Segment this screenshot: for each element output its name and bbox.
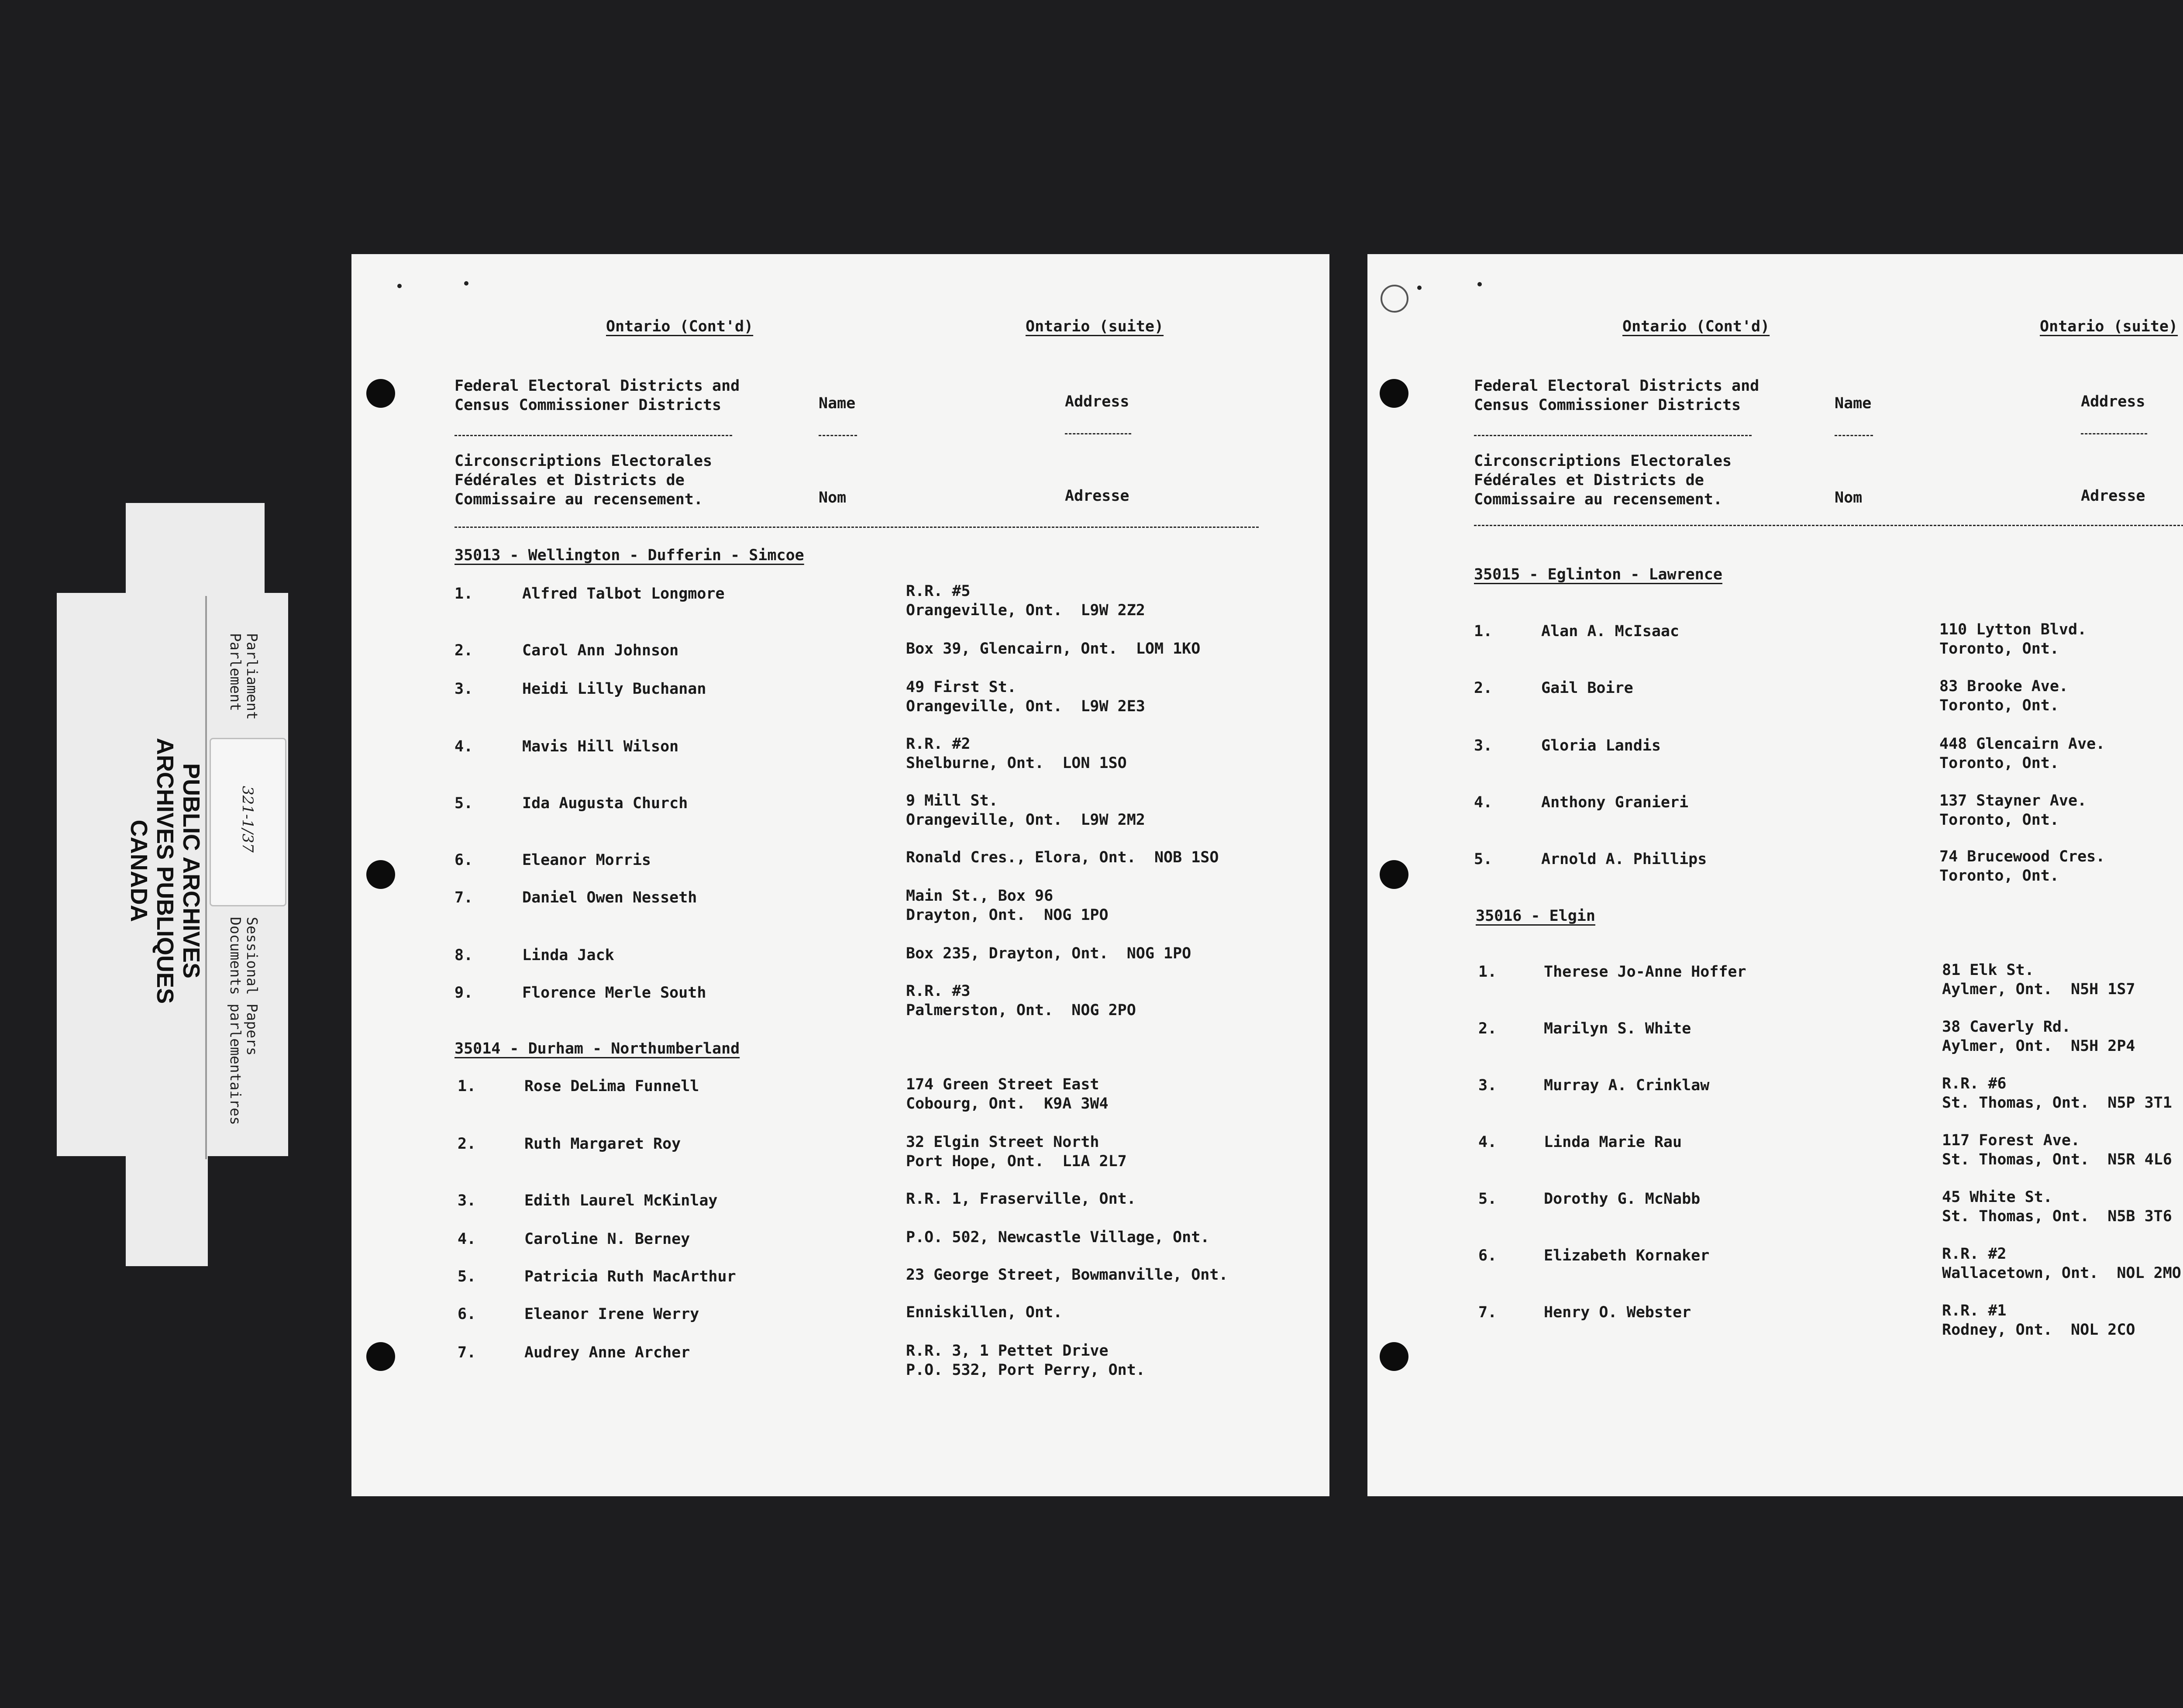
section-title: 35016 - Elgin bbox=[1476, 907, 1595, 925]
entry-name: Marilyn S. White bbox=[1544, 1020, 1691, 1037]
entry-address-line: 137 Stayner Ave. bbox=[1939, 792, 2087, 809]
entry-address-line: Box 235, Drayton, Ont. NOG 1PO bbox=[906, 945, 1191, 962]
entry-address-line: Ronald Cres., Elora, Ont. NOB 1SO bbox=[906, 849, 1219, 866]
entry-name: Dorothy G. McNabb bbox=[1544, 1190, 1701, 1208]
entry-address-line: Enniskillen, Ont. bbox=[906, 1304, 1063, 1321]
entry-number: 1. bbox=[1478, 963, 1497, 981]
page-header-left: Ontario (Cont'd) bbox=[1622, 318, 1770, 335]
column-heading-name-fr: Nom bbox=[819, 489, 847, 506]
entry-number: 1. bbox=[1474, 623, 1493, 640]
column-heading-name-en: Name bbox=[1835, 395, 1872, 412]
entry-name: Gail Boire bbox=[1541, 679, 1633, 697]
entry-address-line: Toronto, Ont. bbox=[1939, 811, 2059, 829]
entry-number: 6. bbox=[1478, 1247, 1497, 1264]
column-heading-districts-fr-1: Circonscriptions Electorales bbox=[455, 452, 713, 470]
column-heading-districts-fr-2: Fédérales et Districts de bbox=[455, 472, 685, 489]
column-heading-districts-en-1: Federal Electoral Districts and bbox=[455, 377, 740, 395]
entry-number: 4. bbox=[455, 738, 473, 755]
punch-hole bbox=[1380, 860, 1408, 889]
section-title: 35013 - Wellington - Dufferin - Simcoe bbox=[455, 547, 804, 564]
document-page-left bbox=[351, 254, 1329, 1496]
archive-stamp-icon bbox=[1381, 285, 1408, 313]
column-heading-address-fr: Adresse bbox=[2081, 487, 2145, 505]
entry-number: 2. bbox=[1478, 1020, 1497, 1037]
entry-address-line: R.R. #3 bbox=[906, 982, 971, 1000]
column-heading-name-en: Name bbox=[819, 395, 856, 412]
entry-name: Rose DeLima Funnell bbox=[524, 1078, 699, 1095]
header-rule bbox=[1474, 525, 2183, 526]
entry-address-line: Orangeville, Ont. L9W 2Z2 bbox=[906, 602, 1145, 619]
archive-label-reference bbox=[239, 786, 256, 853]
entry-address-line: P.O. 532, Port Perry, Ont. bbox=[906, 1361, 1145, 1379]
entry-address-line: R.R. #2 bbox=[1942, 1245, 2007, 1263]
column-rule bbox=[1835, 435, 1873, 436]
entry-address-line: Toronto, Ont. bbox=[1939, 754, 2059, 772]
entry-address-line: 81 Elk St. bbox=[1942, 961, 2034, 979]
speck bbox=[1417, 286, 1422, 290]
punch-hole bbox=[366, 379, 395, 408]
entry-name: Alfred Talbot Longmore bbox=[522, 585, 725, 603]
entry-address-line: Port Hope, Ont. L1A 2L7 bbox=[906, 1153, 1127, 1170]
archive-label-sessional bbox=[227, 917, 260, 1125]
entry-address-line: Palmerston, Ont. NOG 2PO bbox=[906, 1002, 1136, 1019]
entry-name: Anthony Granieri bbox=[1541, 794, 1689, 811]
entry-name: Edith Laurel McKinlay bbox=[524, 1192, 718, 1209]
document-page-right bbox=[1367, 254, 2183, 1496]
entry-number: 7. bbox=[1478, 1304, 1497, 1321]
entry-address-line: R.R. #1 bbox=[1942, 1302, 2007, 1319]
entry-number: 3. bbox=[455, 680, 473, 698]
entry-number: 8. bbox=[455, 947, 473, 964]
entry-address-line: St. Thomas, Ont. N5R 4L6 bbox=[1942, 1151, 2172, 1168]
entry-name: Eleanor Irene Werry bbox=[524, 1305, 699, 1323]
entry-name: Mavis Hill Wilson bbox=[522, 738, 679, 755]
entry-address-line: 9 Mill St. bbox=[906, 792, 998, 809]
entry-number: 3. bbox=[1478, 1077, 1497, 1094]
archive-label-top-tab bbox=[126, 503, 265, 598]
punch-hole bbox=[1380, 1342, 1408, 1371]
punch-hole bbox=[1380, 379, 1408, 408]
column-rule bbox=[1474, 435, 1752, 436]
entry-address-line: R.R. #5 bbox=[906, 582, 971, 600]
entry-number: 1. bbox=[455, 585, 473, 603]
parliament-en: Parliament bbox=[244, 633, 261, 720]
archive-country: CANADA bbox=[126, 820, 152, 922]
entry-number: 4. bbox=[1474, 794, 1493, 811]
entry-address-line: St. Thomas, Ont. N5B 3T6 bbox=[1942, 1208, 2172, 1225]
entry-address-line: Shelburne, Ont. LON 1SO bbox=[906, 754, 1127, 772]
entry-name: Elizabeth Kornaker bbox=[1544, 1247, 1710, 1264]
entry-address-line: R.R. 3, 1 Pettet Drive bbox=[906, 1342, 1109, 1360]
column-heading-address-en: Address bbox=[1065, 393, 1129, 410]
entry-address-line: R.R. #2 bbox=[906, 735, 971, 753]
entry-address-line: 174 Green Street East bbox=[906, 1076, 1099, 1093]
punch-hole bbox=[366, 1342, 395, 1371]
column-rule bbox=[455, 435, 732, 436]
speck bbox=[1477, 282, 1482, 286]
entry-name: Heidi Lilly Buchanan bbox=[522, 680, 706, 698]
entry-address-line: 45 White St. bbox=[1942, 1188, 2052, 1206]
column-heading-districts-fr-1: Circonscriptions Electorales bbox=[1474, 452, 1732, 470]
entry-address-line: 110 Lytton Blvd. bbox=[1939, 621, 2087, 638]
entry-address-line: Rodney, Ont. NOL 2CO bbox=[1942, 1321, 2135, 1339]
entry-address-line: Aylmer, Ont. N5H 2P4 bbox=[1942, 1037, 2135, 1055]
entry-number: 7. bbox=[458, 1344, 476, 1361]
entry-name: Daniel Owen Nesseth bbox=[522, 889, 697, 906]
entry-number: 2. bbox=[455, 642, 473, 659]
punch-hole bbox=[366, 860, 395, 889]
column-heading-address-en: Address bbox=[2081, 393, 2145, 410]
entry-number: 6. bbox=[455, 851, 473, 869]
entry-address-line: 74 Brucewood Cres. bbox=[1939, 848, 2105, 865]
column-heading-name-fr: Nom bbox=[1835, 489, 1863, 506]
entry-number: 4. bbox=[458, 1230, 476, 1248]
entry-number: 6. bbox=[458, 1305, 476, 1323]
entry-address-line: 49 First St. bbox=[906, 678, 1016, 696]
entry-address-line: Orangeville, Ont. L9W 2M2 bbox=[906, 811, 1145, 829]
entry-address-line: R.R. #6 bbox=[1942, 1075, 2007, 1092]
entry-number: 3. bbox=[1474, 737, 1493, 754]
entry-address-line: P.O. 502, Newcastle Village, Ont. bbox=[906, 1229, 1210, 1246]
section-title: 35015 - Eglinton - Lawrence bbox=[1474, 566, 1722, 583]
entry-address-line: Main St., Box 96 bbox=[906, 887, 1054, 905]
archive-label-parliament bbox=[227, 633, 260, 720]
entry-name: Caroline N. Berney bbox=[524, 1230, 690, 1248]
entry-address-line: Box 39, Glencairn, Ont. LOM 1KO bbox=[906, 640, 1201, 658]
entry-name: Linda Marie Rau bbox=[1544, 1133, 1682, 1151]
reference-number: 321-1/37 bbox=[239, 786, 256, 853]
page-header-right: Ontario (suite) bbox=[2040, 318, 2178, 335]
column-rule bbox=[1065, 433, 1131, 434]
entry-address-line: St. Thomas, Ont. N5P 3T1 bbox=[1942, 1094, 2172, 1112]
entry-number: 3. bbox=[458, 1192, 476, 1209]
archive-label-bottom-tab bbox=[126, 1153, 208, 1266]
entry-address-line: Toronto, Ont. bbox=[1939, 867, 2059, 885]
entry-name: Henry O. Webster bbox=[1544, 1304, 1691, 1321]
entry-number: 2. bbox=[1474, 679, 1493, 697]
entry-number: 5. bbox=[1478, 1190, 1497, 1208]
entry-name: Carol Ann Johnson bbox=[522, 642, 679, 659]
entry-address-line: Aylmer, Ont. N5H 1S7 bbox=[1942, 981, 2135, 998]
sessional-fr: Documents parlementaires bbox=[227, 917, 244, 1125]
entry-address-line: Toronto, Ont. bbox=[1939, 640, 2059, 658]
entry-name: Arnold A. Phillips bbox=[1541, 851, 1707, 868]
entry-number: 1. bbox=[458, 1078, 476, 1095]
entry-address-line: R.R. 1, Fraserville, Ont. bbox=[906, 1190, 1136, 1208]
entry-address-line: Drayton, Ont. NOG 1PO bbox=[906, 906, 1109, 924]
column-heading-districts-fr-3: Commissaire au recensement. bbox=[455, 491, 703, 508]
header-rule bbox=[455, 527, 1259, 528]
entry-number: 5. bbox=[1474, 851, 1493, 868]
archive-name-fr: ARCHIVES PUBLIQUES bbox=[152, 738, 178, 1004]
entry-name: Therese Jo-Anne Hoffer bbox=[1544, 963, 1746, 981]
entry-number: 7. bbox=[455, 889, 473, 906]
column-rule bbox=[819, 435, 857, 436]
column-heading-address-fr: Adresse bbox=[1065, 487, 1129, 505]
entry-address-line: 38 Caverly Rd. bbox=[1942, 1018, 2071, 1036]
entry-name: Eleanor Morris bbox=[522, 851, 651, 869]
page-header-right: Ontario (suite) bbox=[1026, 318, 1164, 335]
entry-number: 9. bbox=[455, 984, 473, 1002]
page-header-left: Ontario (Cont'd) bbox=[606, 318, 754, 335]
entry-address-line: Wallacetown, Ont. NOL 2MO bbox=[1942, 1264, 2181, 1282]
archive-label-main-text bbox=[126, 738, 204, 1004]
archive-name-en: PUBLIC ARCHIVES bbox=[178, 763, 204, 979]
entry-name: Linda Jack bbox=[522, 947, 614, 964]
entry-name: Gloria Landis bbox=[1541, 737, 1661, 754]
entry-name: Audrey Anne Archer bbox=[524, 1344, 690, 1361]
entry-address-line: 117 Forest Ave. bbox=[1942, 1132, 2080, 1149]
speck bbox=[397, 284, 402, 288]
entry-name: Murray A. Crinklaw bbox=[1544, 1077, 1710, 1094]
column-heading-districts-fr-2: Fédérales et Districts de bbox=[1474, 472, 1704, 489]
entry-name: Alan A. McIsaac bbox=[1541, 623, 1680, 640]
sessional-en: Sessional Papers bbox=[244, 917, 261, 1056]
section-title: 35014 - Durham - Northumberland bbox=[455, 1040, 740, 1057]
column-heading-districts-en-2: Census Commissioner Districts bbox=[455, 396, 722, 414]
entry-address-line: Orangeville, Ont. L9W 2E3 bbox=[906, 698, 1145, 715]
entry-address-line: 83 Brooke Ave. bbox=[1939, 678, 2069, 695]
entry-address-line: 32 Elgin Street North bbox=[906, 1133, 1099, 1151]
entry-name: Ruth Margaret Roy bbox=[524, 1135, 681, 1153]
archive-label-divider bbox=[205, 596, 207, 1159]
entry-name: Patricia Ruth MacArthur bbox=[524, 1268, 736, 1285]
entry-number: 4. bbox=[1478, 1133, 1497, 1151]
entry-address-line: Toronto, Ont. bbox=[1939, 697, 2059, 714]
entry-address-line: 23 George Street, Bowmanville, Ont. bbox=[906, 1266, 1228, 1284]
column-rule bbox=[2081, 433, 2147, 434]
entry-address-line: Cobourg, Ont. K9A 3W4 bbox=[906, 1095, 1109, 1112]
column-heading-districts-fr-3: Commissaire au recensement. bbox=[1474, 491, 1722, 508]
entry-name: Ida Augusta Church bbox=[522, 795, 688, 812]
column-heading-districts-en-2: Census Commissioner Districts bbox=[1474, 396, 1741, 414]
parliament-fr: Parlement bbox=[227, 633, 244, 711]
entry-address-line: 448 Glencairn Ave. bbox=[1939, 735, 2105, 753]
speck bbox=[464, 281, 468, 286]
entry-number: 2. bbox=[458, 1135, 476, 1153]
column-heading-districts-en-1: Federal Electoral Districts and bbox=[1474, 377, 1759, 395]
entry-number: 5. bbox=[458, 1268, 476, 1285]
entry-name: Florence Merle South bbox=[522, 984, 706, 1002]
entry-number: 5. bbox=[455, 795, 473, 812]
